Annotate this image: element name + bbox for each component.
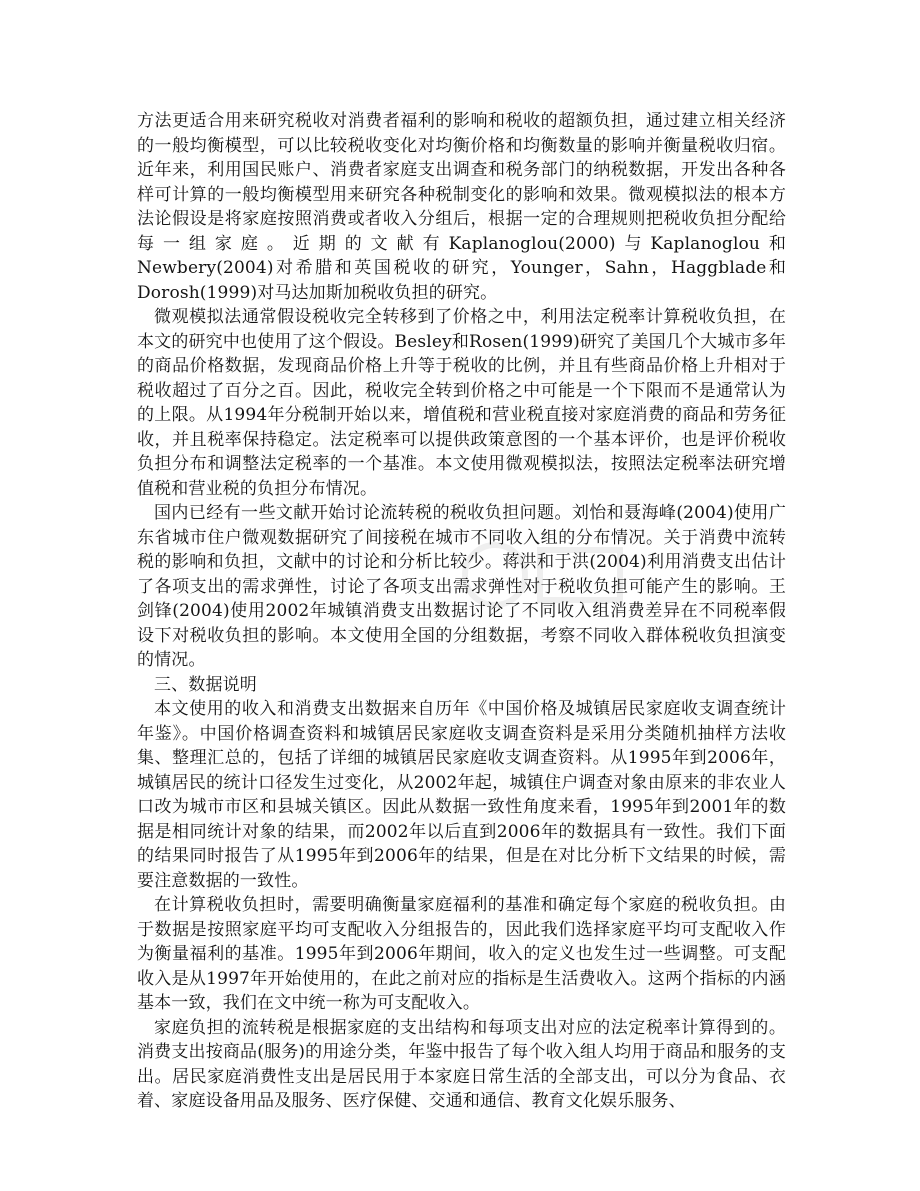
paragraph-6: 家庭负担的流转税是根据家庭的支出结构和每项支出对应的法定税率计算得到的。消费支出按商品(服务)的用途分类，年鉴中报告了每个收入组人均用于商品和服务的支出。居民家庭消费性支出是居民用于本家庭日常生活的全部支出，可以分为食品、衣着、家庭设备用品及服务、医疗保健、交通和通信、教育文化娱乐服务、	[137, 1017, 786, 1111]
section-heading: 三、数据说明	[154, 674, 257, 695]
paragraph-4: 本文使用的收入和消费支出数据来自历年《中国价格及城镇居民家庭收支调查统计年鉴》。中国价格调查资料和城镇居民家庭收支调查资料是采用分类随机抽样方法收集、整理汇总的，包括了详细的城镇居民家庭收支调查资料。从1995年到2006年，城镇居民的统计口径发生过变化，从2002年起，城镇住户调查对象由原来的非农业人口改为城市市区和县城关镇区。因此从数据一致性角度来看，1995年到2001年的数据是相同统计对象的结果，而2002年以后直到2006年的数据具有一致性。我们下面的结果同时报告了从1995年到2006年的结果，但是在对比分析下文结果的时候，需要注意数据的一致性。	[137, 699, 786, 891]
paragraph-2: 微观模拟法通常假设税收完全转移到了价格之中，利用法定税率计算税收负担，在本文的研究中也使用了这个假设。Besley和Rosen(1999)研究了美国几个大城市多年的商品价格数据，发现商品价格上升等于税收的比例，并且有些商品价格上升相对于税收超过了百分之百。因此，税收完全转到价格之中可能是一个下限而不是通常认为的上限。从1994年分税制开始以来，增值税和营业税直接对家庭消费的商品和劳务征收，并且税率保持稳定。法定税率可以提供政策意图的一个基本评价，也是评价税收负担分布和调整法定税率的一个基准。本文使用微观模拟法，按照法定税率法研究增值税和营业税的负担分布情况。	[137, 307, 786, 499]
paragraph-3: 国内已经有一些文献开始讨论流转税的税收负担问题。刘怡和聂海峰(2004)使用广东省城市住户微观数据研究了间接税在城市不同收入组的分布情况。关于消费中流转税的影响和负担，文献中的讨论和分析比较少。蒋洪和于洪(2004)利用消费支出估计了各项支出的需求弹性，讨论了各项支出需求弹性对于税收负担可能产生的影响。王剑锋(2004)使用2002年城镇消费支出数据讨论了不同收入组消费差异在不同税率假设下对税收负担的影响。本文使用全国的分组数据，考察不同收入群体税收负担演变的情况。	[137, 503, 786, 670]
paragraph-5: 在计算税收负担时，需要明确衡量家庭福利的基准和确定每个家庭的税收负担。由于数据是按照家庭平均可支配收入分组报告的，因此我们选择家庭平均可支配收入作为衡量福利的基准。1995年到2006年期间，收入的定义也发生过一些调整。可支配收入是从1997年开始使用的，在此之前对应的指标是生活费收入。这两个指标的内涵基本一致，我们在文中统一称为可支配收入。	[137, 895, 786, 1013]
watermark-graphic	[455, 520, 635, 630]
paragraph-1: 方法更适合用来研究税收对消费者福利的影响和税收的超额负担，通过建立相关经济的一般均衡模型，可以比较税收变化对均衡价格和均衡数量的影响并衡量税收归宿。近年来，利用国民账户、消费者家庭支出调查和税务部门的纳税数据，开发出各种各样可计算的一般均衡模型用来研究各种税制变化的影响和效果。微观模拟法的根本方法论假设是将家庭按照消费或者收入分组后，根据一定的合理规则把税收负担分配给每一组家庭。近期的文献有Kaplanoglou(2000)与Kaplanoglou和Newbery(2004)对希腊和英国税收的研究，Younger，Sahn，Haggblade和Dorosh(1999)对马达加斯加税收负担的研究。	[137, 111, 786, 303]
